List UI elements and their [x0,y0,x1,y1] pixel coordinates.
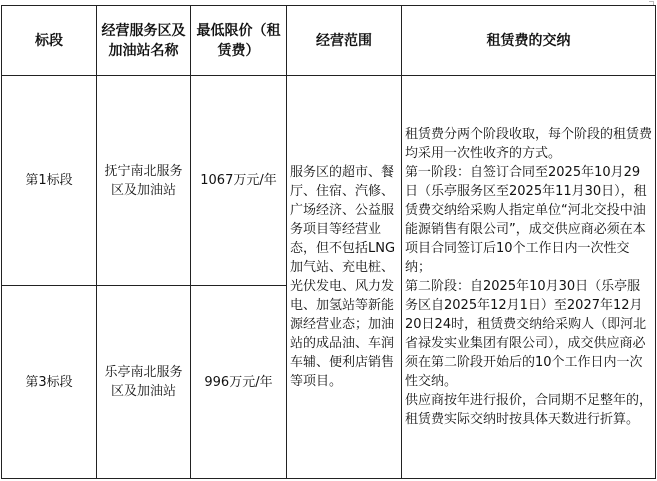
name-cell: 抚宁南北服务区及加油站 [97,76,191,286]
payment-cell [402,76,656,479]
payment-intro: 租赁费分两个阶段收取，每个阶段的租赁费均采用一次性收齐的方式。 [405,127,653,161]
payment-note: 供应商按年进行报价，合同期不足整年的，租赁费实际交纳时按具体天数进行折算。 [405,393,653,427]
header-section: 标段 [2,6,97,76]
payment-stage1: 第一阶段：自签订合同至2025年10月29日（乐亭服务区至2025年11月30日），租赁费交纳给采购人指定单位“河北交投中油能源销售有限公司”，成交供应商必须在本项目合同签订后10个工作日内一次性交纳； [405,165,647,275]
price-cell: 1067万元/年 [191,76,287,286]
scope-cell: 服务区的超市、餐厅、住宿、汽修、广场经济、公益服务项目等经营业态，但不包括LNG加气站、充电桩、光伏发电、风力发电、加氢站等新能源经营业态；加油站的成品油、车润车辅、便利店销售等项目。 [287,76,402,479]
section-cell: 第3标段 [2,286,97,479]
table-row [2,76,656,286]
lease-table [1,5,656,479]
section-cell: 第1标段 [2,76,97,286]
payment-stage2: 第二阶段：自2025年10月30日（乐亭服务区自2025年12月1日）至2027年12月20日24时，租赁费交纳给采购人（即河北省禄发实业集团有限公司），成交供应商必须在第二阶段开始后的10个工作日内一次性交纳。 [405,279,647,389]
header-row [2,6,656,76]
header-payment: 租赁费的交纳 [402,6,656,76]
header-name: 经营服务区及加油站名称 [97,6,191,76]
header-price: 最低限价（租赁费） [191,6,287,76]
price-cell: 996万元/年 [191,286,287,479]
header-scope: 经营范围 [287,6,402,76]
name-cell: 乐亭南北服务区及加油站 [97,286,191,479]
